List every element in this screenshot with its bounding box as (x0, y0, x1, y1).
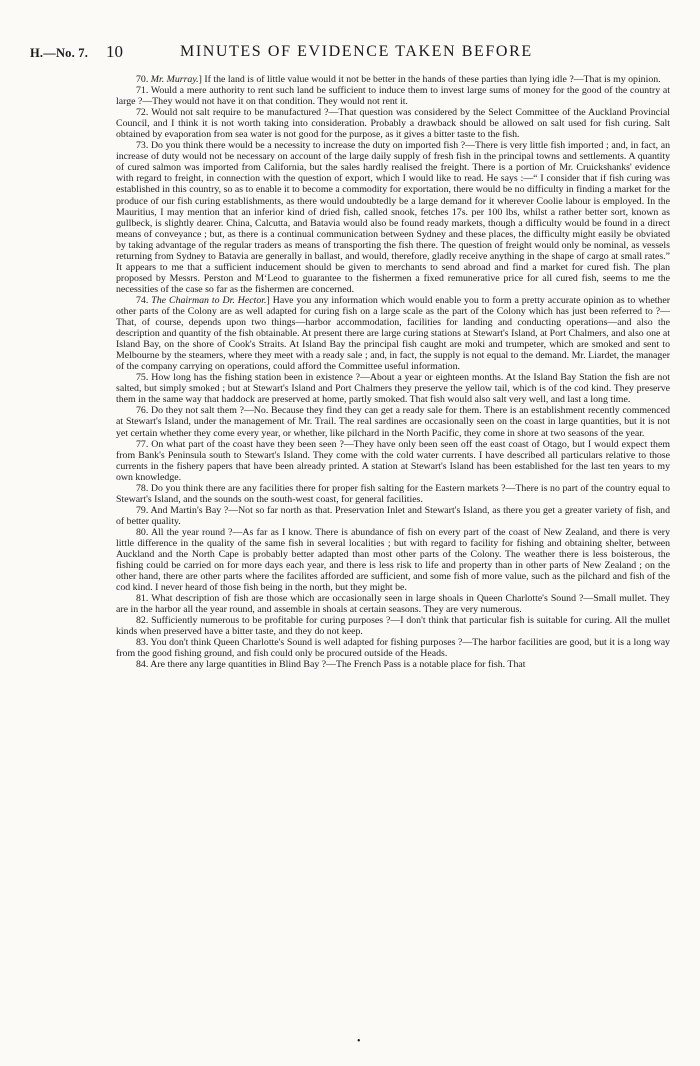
evidence-paragraph (116, 405, 670, 438)
question-answer-text: ] If the land is of little value would it not be better in the hands of these parties than lying idle ?—That is my opinion. (198, 74, 661, 85)
evidence-paragraph (116, 140, 670, 295)
evidence-paragraph (116, 659, 670, 670)
question-answer-text: Do they not salt them ?—No. Because they find they can get a ready sale for them. There is an establishment recently commenced at Stewart's Island, under the management of Mr. Trail. The real sardines are occasionally seen on the coast in large quantities, but it is not yet certain whether they come every year, or whether, like pilchard in the North Pacific, they come in shore at two seasons of the year. (116, 405, 670, 439)
question-number: 83. (136, 637, 149, 649)
evidence-paragraph (116, 372, 670, 405)
evidence-paragraph (116, 439, 670, 483)
evidence-paragraph (116, 615, 670, 637)
question-number: 72. (136, 107, 149, 119)
question-answer-text: Do you think there are any facilities there for proper fish salting for the Eastern markets ?—There is no part of the country equal to Stewart's Island, and the sounds on the south-west coast, for general facilities. (116, 482, 670, 505)
evidence-paragraph (116, 637, 670, 659)
speaker-attribution: The Chairman to Dr. Hector. (151, 294, 267, 306)
question-answer-text: Are there any large quantities in Blind Bay ?—The French Pass is a notable place for fish. That (150, 659, 526, 671)
question-answer-text: Would not salt require to be manufactured ?—That question was considered by the Select Committee of the Auckland Provincial Council, and I think it is not worth taking into consideration. Probably a drawback should be allowed on salt used for fish curing. Salt obtained by evaporation from sea water is not good for the purpose, as it gives a bitter taste to the fish. (116, 107, 670, 141)
question-answer-text: ] Have you any information which would enable you to form a pretty accurate opinion as to whether other parts of the Colony are as well adapted for curing fish on a large scale as the part of the Colony which has just been referred to ?—That, of course, depends upon two things—harbor accommodation, facilities for landing and conducting operations—and also the description and quantity of the fish obtainable. At present there are large curing stations at Stewart's Island, at Port Chalmers, and also one at Island Bay, on the shore of Cook's Straits. At Island Bay the principal fish caught are moki and trumpeter, which are smoked and sent to Melbourne by the steamers, where they meet with a ready sale ; and, in fact, the supply is not equal to the demand. Mr. Liardet, the manager of the company carrying on operations, could afford the Committee useful information. (116, 294, 670, 373)
paper-reference: H.—No. 7. (30, 46, 89, 60)
question-answer-text: On what part of the coast have they been seen ?—They have only been seen off the east coast of Otago, but I would expect them from Bank's Peninsula south to Stewart's Island. They come with the cold water currents. I have described all particulars relative to those currents in the fishery papers that have been already printed. A station at Stewart's Island has been established for the last ten years to my own knowledge. (116, 438, 670, 483)
question-number: 81. (136, 593, 149, 605)
page-header (30, 42, 670, 66)
question-number: 80. (136, 526, 149, 538)
question-number: 82. (136, 615, 149, 627)
evidence-text (116, 74, 670, 671)
page-number: 10 (106, 42, 123, 61)
evidence-paragraph (116, 593, 670, 615)
question-answer-text: Do you think there would be a necessity to increase the duty on imported fish ?—There is very little fish imported ; and, in fact, an increase of duty would not be necessary on account of the large daily supply of fresh fish in the principal towns and settlements. A quantity of cured salmon was imported from California, but the sales hardly realised the freight. There is a portion of Mr. Cruickshanks' evidence with regard to freight, in connection with the question of export, which I would like to read. He says :—“ I consider that if fish curing was established in this country, so as to enable it to become a commodity for exportation, there would be no difficulty in finding a market for the produce of our fish curing establishments, as there would undoubtedly be a large demand for it wherever Coolie labour is employed. In the Mauritius, I may mention that an inferior kind of dried fish, called snook, fetches 17s. per 100 lbs, whilst a rather better sort, known as gullbeck, is slightly dearer. China, Calcutta, and Batavia would also be found ready markets, though a difficulty would be found in a direct means of conveyance ; but, as there is a continual communication between Sydney and these places, the difficulty might easily be obviated by taking advantage of the regular traders as means of transporting the fish there. The question of freight would only be nominal, as vessels returning from Sydney to Batavia are generally in ballast, and would, therefore, gladly receive anything in the shape of cargo at small rates.” It appears to me that a sufficient inducement should be given to merchants to send abroad and find a market for cured fish. The plan proposed by Messrs. Perston and M‘Leod to guarantee to the fishermen a fixed remunerative price for all cured fish, seems to me the necessities of the case so far as the fishermen are concerned. (116, 140, 671, 295)
question-answer-text: How long has the fishing station been in existence ?—About a year or eighteen months. At the Island Bay Station the fish are not salted, but simply smoked ; but at Stewart's Island and Port Chalmers they preserve the yellow tail, which is of the cod kind. They preserve them in the same way that haddock are preserved at home, partly smoked. That fish would also salt very well, and last a long time. (116, 372, 671, 406)
question-answer-text: What description of fish are those which are occasionally seen in large shoals in Queen Charlotte's Sound ?—Small mullet. They are in the harbor all the year round, and assemble in shoals at certain seasons. They are very numerous. (116, 593, 670, 616)
question-answer-text: You don't think Queen Charlotte's Sound is well adapted for fishing purposes ?—The harbor facilities are good, but it is a long way from the good fishing ground, and fish could only be procured outside of the Heads. (116, 637, 670, 660)
question-answer-text: And Martin's Bay ?—Not so far north as that. Preservation Inlet and Stewart's Island, as there you get a greater variety of fish, and of better quality. (116, 504, 671, 527)
question-number: 77. (136, 438, 149, 450)
evidence-paragraph (116, 295, 670, 372)
question-number: 78. (136, 482, 149, 494)
footer-mark: • (357, 1036, 361, 1047)
evidence-paragraph (116, 527, 670, 593)
evidence-paragraph (116, 107, 670, 140)
question-number: 84. (136, 659, 149, 671)
question-number: 76. (136, 405, 149, 417)
question-number: 75. (136, 372, 149, 384)
question-number: 73. (136, 140, 149, 152)
question-number: 70. (136, 74, 149, 85)
question-number: 74. (136, 294, 149, 306)
question-number: 79. (136, 504, 149, 516)
speaker-attribution: Mr. Murray. (150, 74, 199, 85)
page-title: MINUTES OF EVIDENCE TAKEN BEFORE (180, 43, 533, 60)
evidence-paragraph (116, 74, 670, 85)
evidence-paragraph (116, 85, 670, 107)
evidence-paragraph (116, 483, 670, 505)
question-answer-text: Sufficiently numerous to be profitable for curing purposes ?—I don't think that particular fish is suitable for curing. All the mullet kinds when preserved have a bitter taste, and they do not keep. (116, 615, 670, 638)
question-answer-text: All the year round ?—As far as I know. There is abundance of fish on every part of the coast of New Zealand, and there is very little difference in the quality of the same fish in several localities ; but with regard to facility for fishing and obtaining shelter, between Auckland and the North Cape is probably better adapted than most other parts of the Colony. The weather there is less boisterous, the fishing could be carried on for more days each year, and there is less risk to life and property than in other parts of New Zealand ; on the other hand, there are other parts where the facilites afforded are sufficient, and some fish of more value, such as the pilchard and fish of the cod kind. I never heard of those fish being in the north, but they might be. (116, 526, 671, 594)
question-answer-text: Would a mere authority to rent such land be sufficient to induce them to invest large sums of money for the good of the country at large ?—They would not have it on that condition. They would not rent it. (116, 85, 670, 108)
question-number: 71. (136, 85, 149, 97)
evidence-paragraph (116, 505, 670, 527)
